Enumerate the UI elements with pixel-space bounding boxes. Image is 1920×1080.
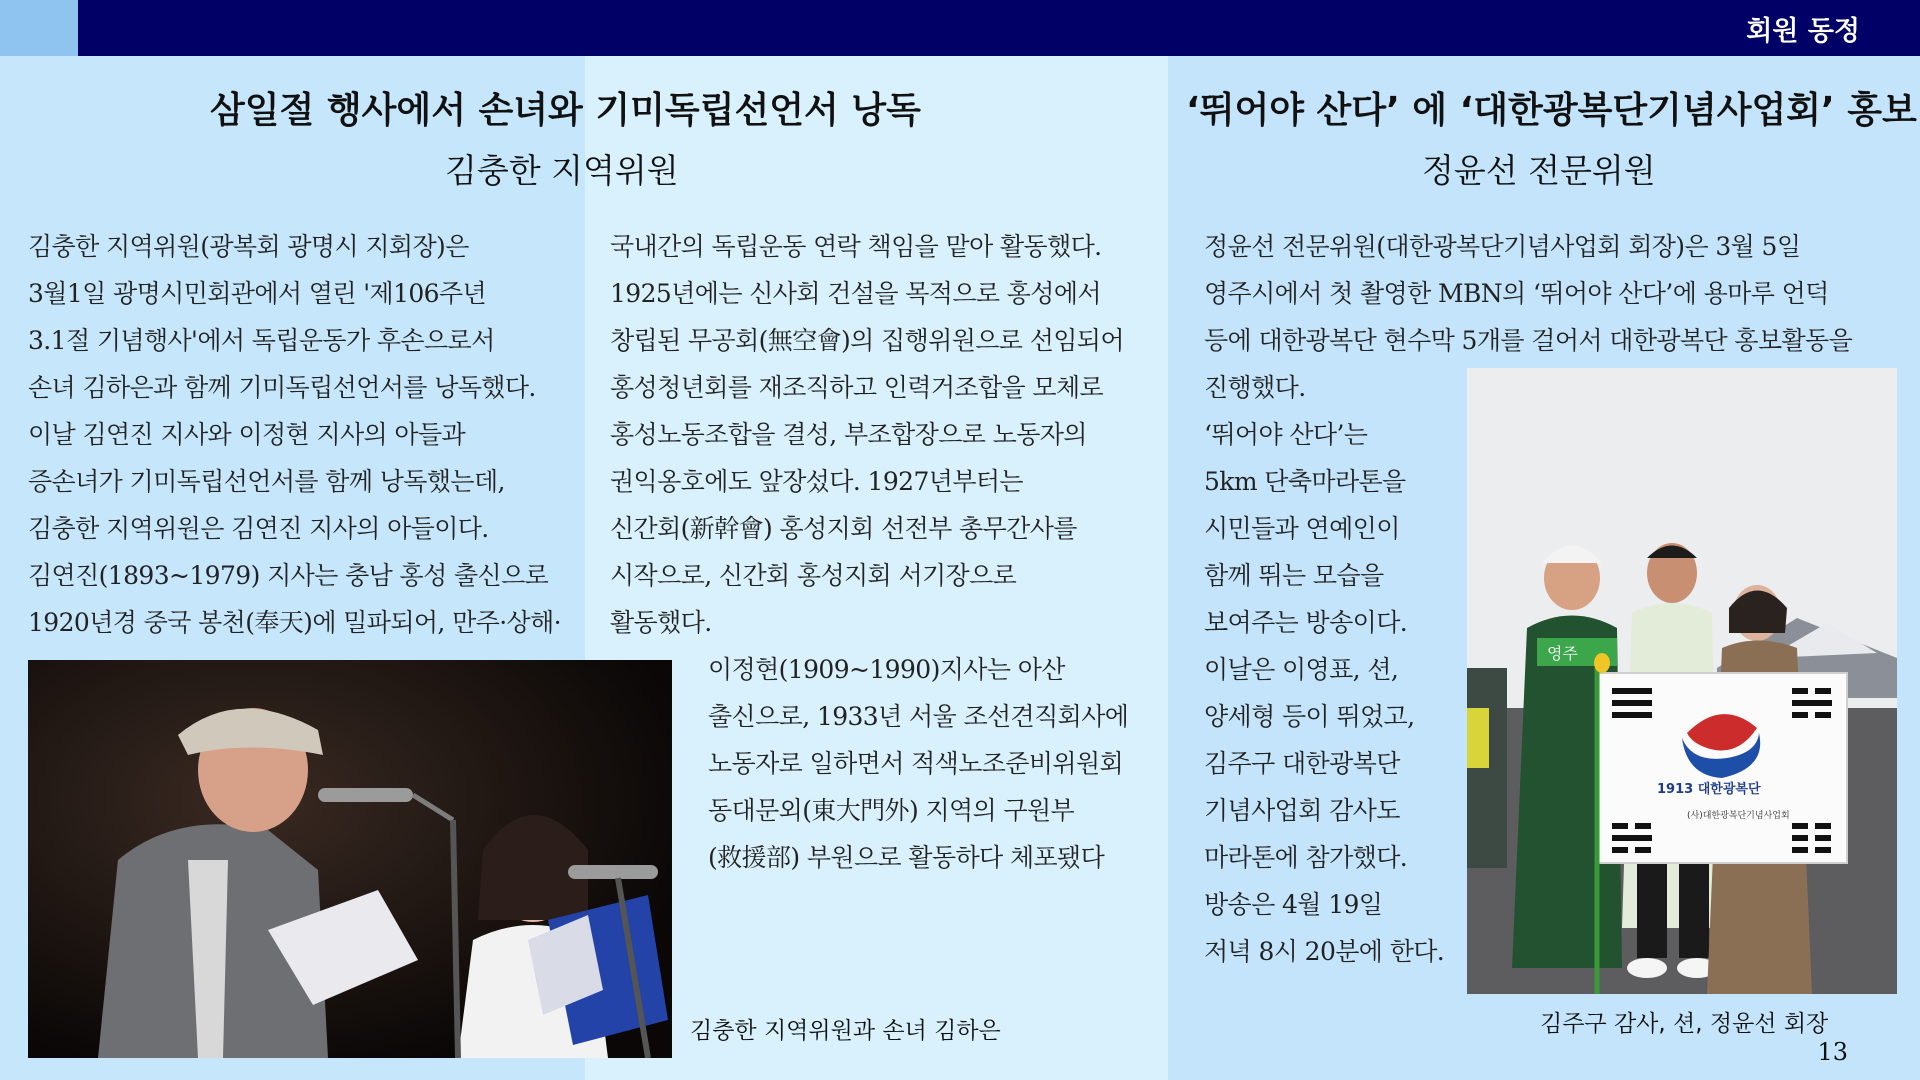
article1-title: 삼일절 행사에서 손녀와 기미독립선언서 낭독 [210,90,921,131]
text-line: 출신으로, 1933년 서울 조선견직회사에 [708,702,1129,731]
text-line: 기념사업회 감사도 [1204,796,1400,825]
article2-title: ‘뛰어야 산다’ 에 ‘대한광복단기념사업회’ 홍보 [1186,90,1917,131]
text-line: (救援部) 부원으로 활동하다 체포됐다 [708,843,1105,872]
article1-byline: 김충한 지역위원 [445,151,679,190]
text-line: 1920년경 중국 봉천(奉天)에 밀파되어, 만주·상해· [28,608,562,637]
text-line: 이정현(1909~1990)지사는 아산 [708,655,1065,684]
text-line: 영주시에서 첫 촬영한 MBN의 ‘뛰어야 산다’에 용마루 언덕 [1204,279,1829,308]
text-line: 증손녀가 기미독립선언서를 함께 낭독했는데, [28,467,505,496]
article2-byline: 정윤선 전문위원 [1422,151,1656,190]
flag-org: (사)대한광복단기념사업회 [1687,811,1790,821]
text-line: 보여주는 방송이다. [1204,608,1408,637]
header-bar [0,0,1920,56]
text-line: 마라톤에 참가했다. [1204,843,1408,872]
text-line: 5km 단축마라톤을 [1204,467,1406,496]
text-line: 방송은 4월 19일 [1204,890,1383,919]
article2-body-narrow [1204,411,1444,975]
text-line: 시작으로, 신간회 홍성지회 서기장으로 [610,561,1017,590]
text-line: 시민들과 연예인이 [1204,514,1400,543]
text-line: 김주구 대한광복단 [1204,749,1400,778]
text-line: 활동했다. [610,608,712,637]
text-line: 손녀 김하은과 함께 기미독립선언서를 낭독했다. [28,373,536,402]
text-line: 이날 김연진 지사와 이정현 지사의 아들과 [28,420,466,449]
text-line: 국내간의 독립운동 연락 책임을 맡아 활동했다. [610,232,1102,261]
page-number: 13 [1817,1038,1848,1066]
text-line: 김충한 지역위원은 김연진 지사의 아들이다. [28,514,489,543]
text-line: 김연진(1893~1979) 지사는 충남 홍성 출신으로 [28,561,549,590]
text-line: 저녁 8시 20분에 한다. [1204,937,1445,966]
text-line: 함께 뛰는 모습을 [1204,561,1384,590]
flag-text: 1913 대한광복단 [1657,782,1761,797]
stage-reading-image [28,660,672,1058]
article1-photo [28,660,672,1058]
text-line: 권익옹호에도 앞장섰다. 1927년부터는 [610,467,1023,496]
section-label: 회원 동정 [1746,16,1860,47]
text-line: ‘뛰어야 산다’는 [1204,420,1368,449]
article2-caption: 김주구 감사, 션, 정윤선 회장 [1540,1011,1829,1037]
text-line: 동대문외(東大門外) 지역의 구원부 [708,796,1075,825]
text-line: 정윤선 전문위원(대한광복단기념사업회 회장)은 3월 5일 [1204,232,1801,261]
text-line: 진행했다. [1204,373,1306,402]
text-line: 1925년에는 신사회 건설을 목적으로 홍성에서 [610,279,1101,308]
marathon-image [1467,368,1897,994]
text-line: 3월1일 광명시민회관에서 열린 '제106주년 [28,279,487,308]
text-line: 홍성청년회를 재조직하고 인력거조합을 모체로 [610,373,1104,402]
text-line: 이날은 이영표, 션, [1204,655,1399,684]
text-line: 김충한 지역위원(광복회 광명시 지회장)은 [28,232,469,261]
text-line: 창립된 무공회(無空會)의 집행위원으로 선임되어 [610,326,1124,355]
text-line: 양세형 등이 뛰었고, [1204,702,1415,731]
text-line: 등에 대한광복단 현수막 5개를 걸어서 대한광복단 홍보활동을 [1204,326,1853,355]
article1-caption: 김충한 지역위원과 손녀 김하은 [690,1018,1001,1044]
article1-column1 [28,223,561,646]
article2-photo [1467,368,1897,994]
text-line: 3.1절 기념행사'에서 독립운동가 후손으로서 [28,326,495,355]
article1-column2 [610,223,1124,646]
header-accent [0,0,78,56]
text-line: 노동자로 일하면서 적색노조준비위원회 [708,749,1124,778]
text-line: 홍성노동조합을 결성, 부조합장으로 노동자의 [610,420,1087,449]
shirt-text: 영주 [1547,644,1578,663]
text-line: 신간회(新幹會) 홍성지회 선전부 총무간사를 [610,514,1077,543]
article1-column3 [708,646,1128,881]
